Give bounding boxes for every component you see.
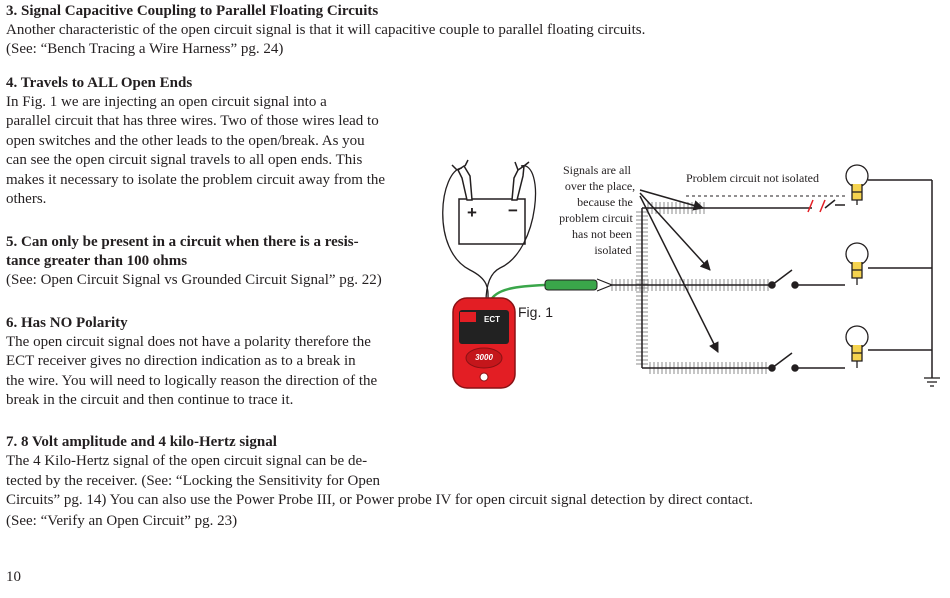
body-line: the wire. You will need to logically reason the direction of the (6, 373, 378, 389)
page-number: 10 (6, 569, 21, 585)
callout-line: because the (577, 195, 633, 209)
heading-travels-to-all-open-ends: 4. Travels to ALL Open Ends (6, 75, 193, 91)
body-line: Another characteristic of the open circuit signal is that it will capacitive couple to parallel floating circuits. (6, 22, 646, 38)
battery-clamp-positive-icon (452, 160, 472, 200)
callout-line: isolated (594, 243, 632, 257)
heading-resistance-requirement-cont: tance greater than 100 ohms (6, 253, 188, 269)
light-bulb-icon (846, 165, 868, 205)
heading-signal-capacitive-coupling: 3. Signal Capacitive Coupling to Parallel Floating Circuits (6, 3, 379, 19)
body-line: ECT receiver gives no direction indication as to a break in (6, 353, 356, 369)
body-line: tected by the receiver. (See: “Locking the Sensitivity for Open (6, 473, 381, 489)
callout-line: problem circuit (559, 211, 633, 225)
device-brand-label: ECT (484, 315, 500, 324)
reference-line: (See: “Verify an Open Circuit” pg. 23) (6, 513, 238, 529)
callout-line: over the place, (564, 179, 636, 193)
heading-signal-amplitude: 7. 8 Volt amplitude and 4 kilo-Hertz signal (6, 434, 277, 450)
body-line: The 4 Kilo-Hertz signal of the open circuit signal can be de- (6, 453, 368, 469)
battery (459, 199, 525, 244)
battery-plus-sign: + (467, 203, 477, 222)
body-line: In Fig. 1 we are injecting an open circuit signal into a (6, 94, 327, 110)
light-bulb-icon (846, 243, 868, 285)
open-break-icon (808, 200, 825, 212)
body-line: The open circuit signal does not have a polarity therefore the (6, 334, 371, 350)
body-line: Circuits” pg. 14) You can also use the Power Probe III, or Power probe IV for open circuit signal detection by direct contact. (6, 492, 754, 508)
heading-no-polarity: 6. Has NO Polarity (6, 315, 128, 331)
body-line: break in the circuit and then continue to trace it. (6, 392, 294, 408)
reference-line: (See: Open Circuit Signal vs Grounded Circuit Signal” pg. 22) (6, 272, 382, 288)
green-alligator-clip-icon (545, 279, 612, 291)
callout-arrows (640, 190, 718, 352)
battery-minus-sign: − (508, 201, 518, 220)
body-line: can see the open circuit signal travels to all open ends. This (6, 152, 363, 168)
device-model-label: 3000 (475, 353, 493, 362)
body-line: parallel circuit that has three wires. Two of those wires lead to (6, 113, 379, 129)
ground-symbol-icon (924, 378, 940, 386)
battery-clamp-negative-icon (512, 162, 529, 200)
ect-transmitter-device (453, 298, 515, 388)
body-line: others. (6, 191, 47, 207)
signals-callout (559, 163, 635, 257)
body-line: open switches and the other leads to the open/break. As you (6, 133, 365, 149)
circuit-wires (610, 180, 932, 378)
open-switch-icon (769, 270, 798, 288)
light-bulb-icon (846, 326, 868, 368)
problem-circuit-label: Problem circuit not isolated (686, 171, 819, 185)
reference-line: (See: “Bench Tracing a Wire Harness” pg. 24) (6, 41, 284, 57)
signal-hatching (612, 202, 768, 374)
open-switch-icon (769, 353, 798, 371)
callout-line: has not been (572, 227, 632, 241)
callout-line: Signals are all (563, 163, 631, 177)
heading-resistance-requirement: 5. Can only be present in a circuit when there is a resis- (6, 234, 359, 250)
body-line: makes it necessary to isolate the problem circuit away from the (6, 172, 386, 188)
figure-label: Fig. 1 (518, 304, 554, 320)
